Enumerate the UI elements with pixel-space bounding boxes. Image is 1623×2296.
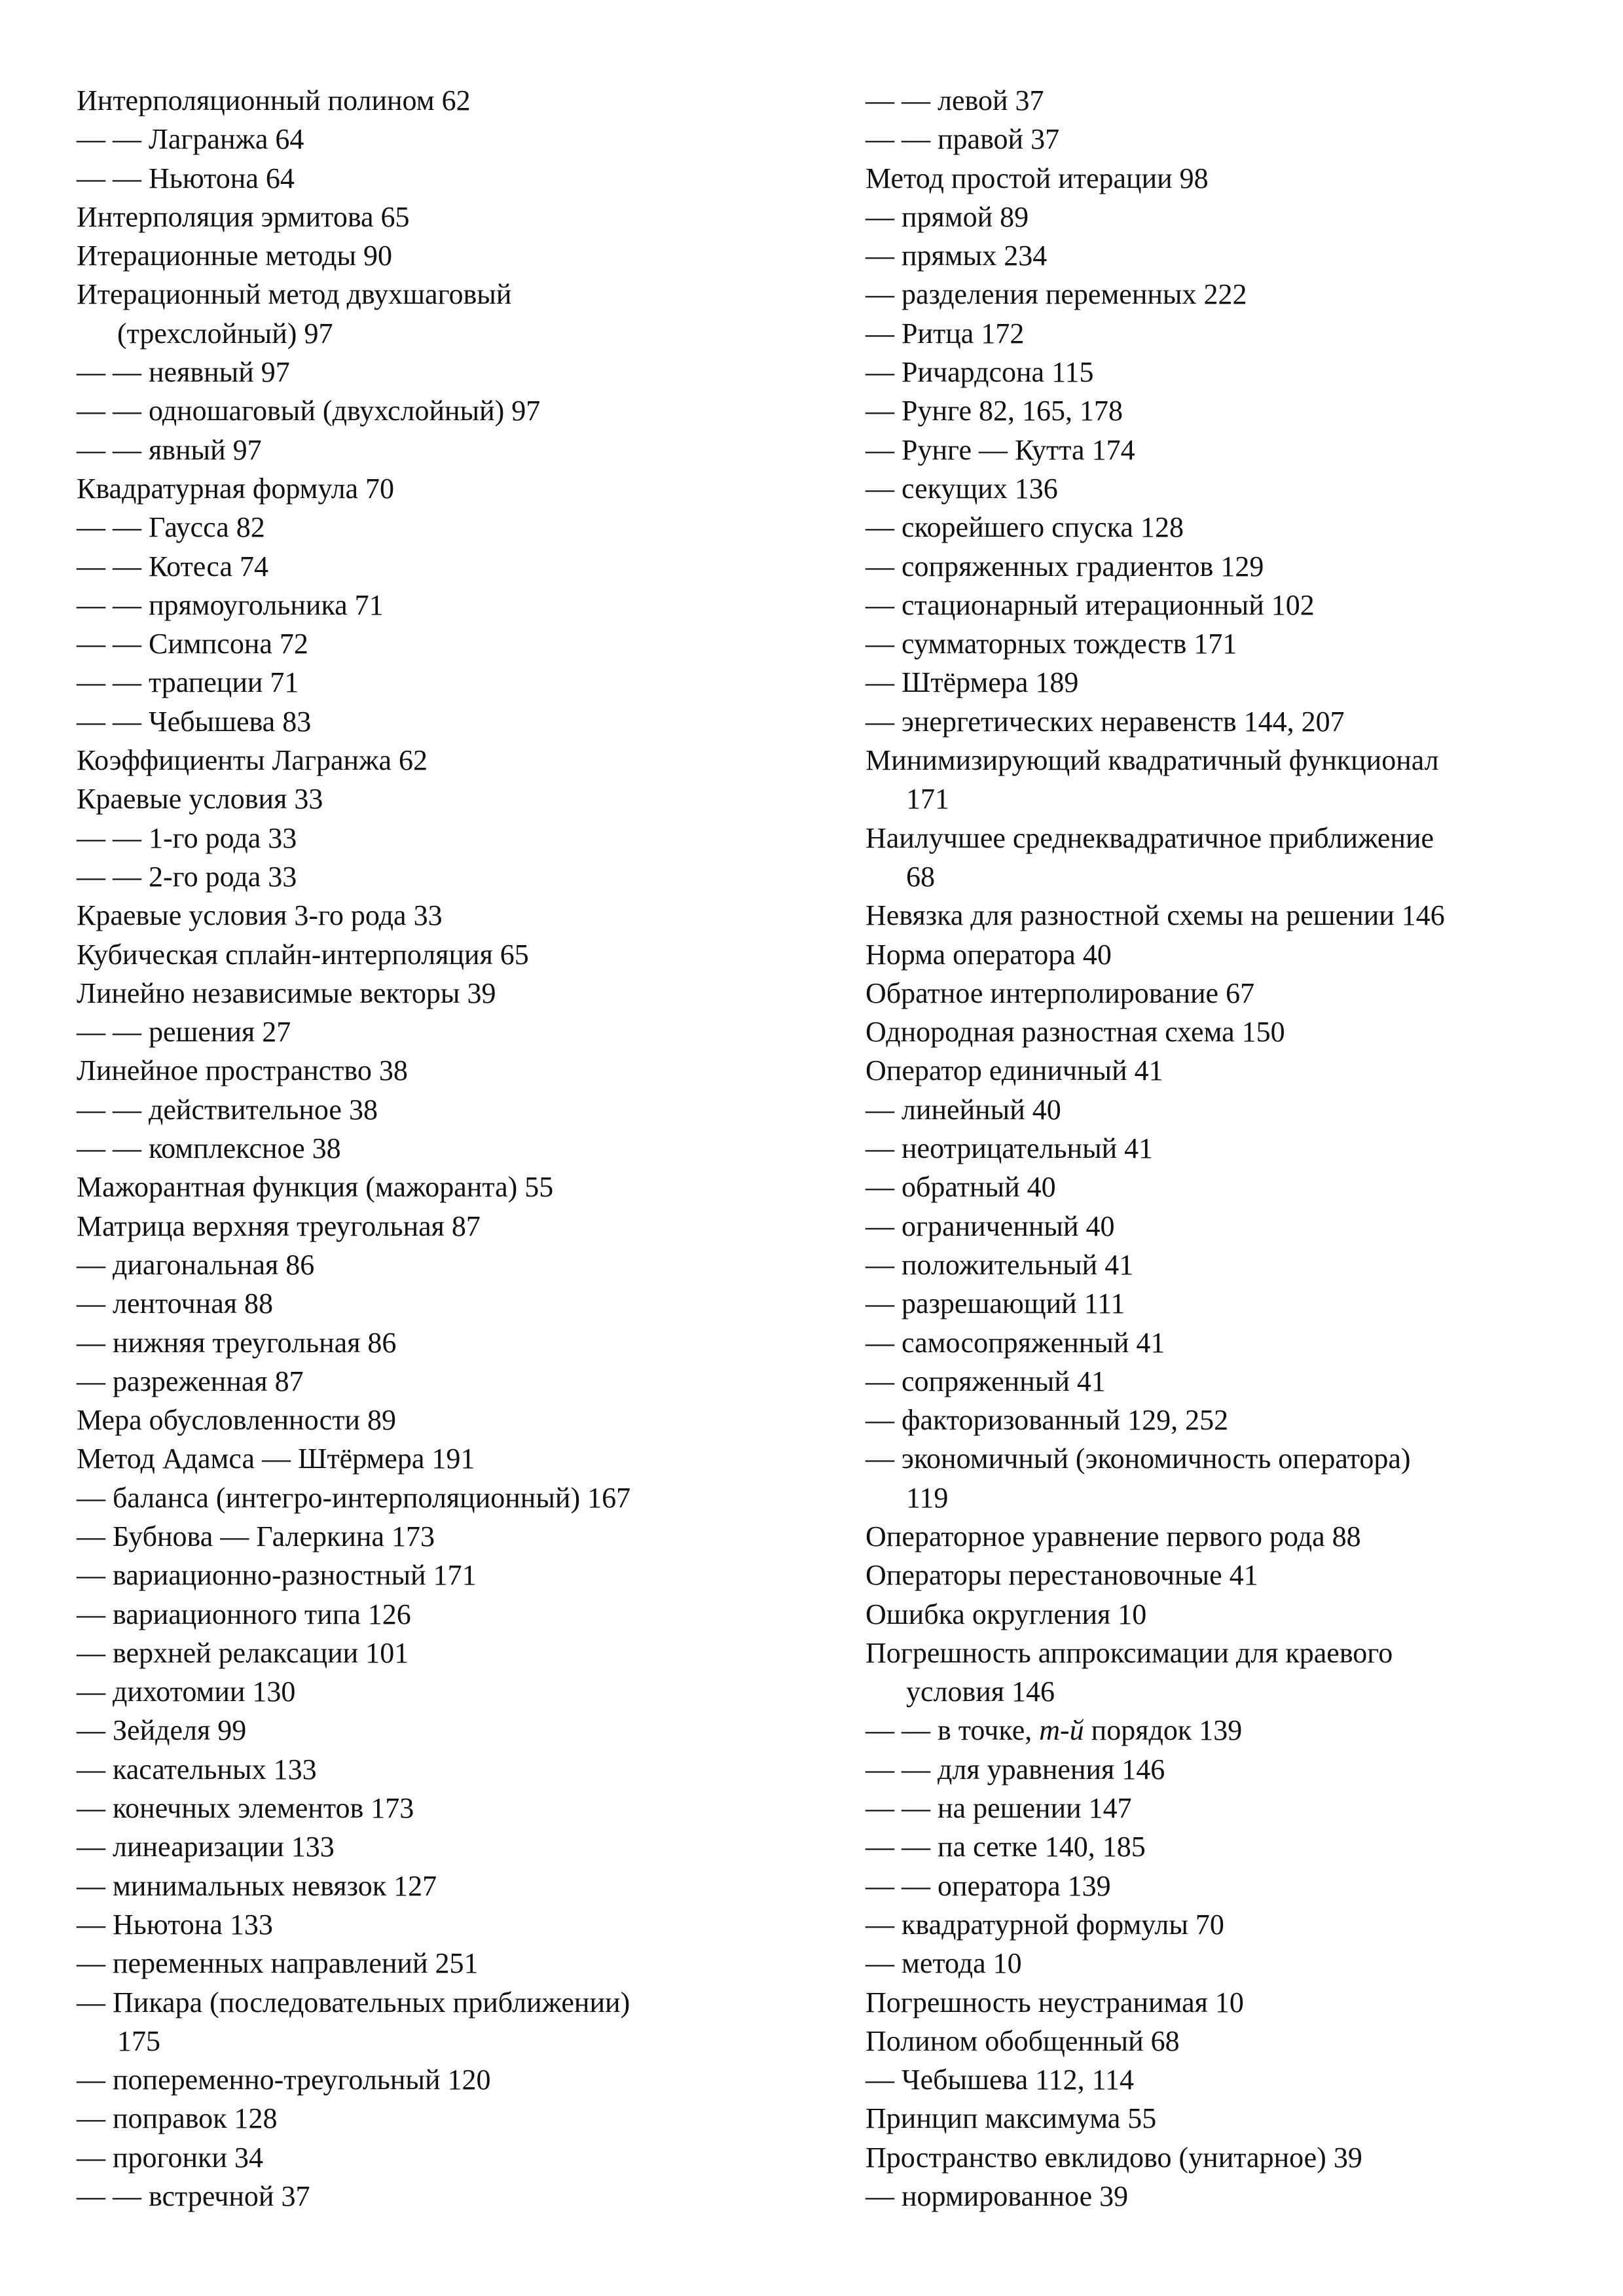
left-index-entry: Интерполяция эрмитова 65 <box>77 200 410 233</box>
left-index-entry: Кубическая сплайн-интерполяция 65 <box>77 938 529 971</box>
left-index-entry: — — действительное 38 <box>77 1093 378 1126</box>
right-index-entry: — неотрицательный 41 <box>866 1132 1154 1165</box>
right-index-entry: — линейный 40 <box>866 1093 1061 1126</box>
right-index-entry: — секущих 136 <box>866 472 1058 505</box>
left-index-entry: — — Ньютона 64 <box>77 162 295 194</box>
right-index-entry: — — оператора 139 <box>866 1869 1111 1902</box>
left-index-entry: Мера обусловленности 89 <box>77 1404 396 1437</box>
right-index-entry: — — на решении 147 <box>866 1792 1132 1825</box>
left-index-entry: — разреженная 87 <box>77 1365 304 1397</box>
left-index-entry: — вариационно-разностный 171 <box>77 1559 477 1592</box>
right-index-entry: условия 146 <box>906 1676 1055 1708</box>
right-index-entry: Обратное интерполирование 67 <box>866 977 1255 1009</box>
left-index-entry: — — Симпсона 72 <box>77 628 308 660</box>
right-index-entry: — Рунге — Кутта 174 <box>866 433 1135 466</box>
right-index-entry: — стационарный итерационный 102 <box>866 588 1315 621</box>
left-index-entry: Коэффициенты Лагранжа 62 <box>77 744 428 777</box>
left-index-entry: Краевые условия 33 <box>77 783 323 816</box>
right-index-entry: 119 <box>906 1481 949 1514</box>
left-index-entry: — баланса (интегро-интерполяционный) 167 <box>77 1481 631 1514</box>
right-index-entry: Принцип максимума 55 <box>866 2102 1157 2135</box>
left-index-entry: — — неявный 97 <box>77 356 290 389</box>
right-index-entry: — нормированное 39 <box>866 2180 1129 2213</box>
right-index-entry: — энергетических неравенств 144, 207 <box>866 705 1345 738</box>
right-index-entry: Ошибка округления 10 <box>866 1598 1147 1630</box>
right-index-entry: — сопряженных градиентов 129 <box>866 550 1264 583</box>
right-index-entry: Оператор единичный 41 <box>866 1054 1163 1087</box>
left-index-entry: — — решения 27 <box>77 1016 291 1049</box>
right-index-entry: — квадратурной формулы 70 <box>866 1908 1224 1941</box>
left-index-entry: — ленточная 88 <box>77 1287 273 1320</box>
entry-italic-text: m-й <box>1039 1714 1084 1747</box>
left-index-entry: Итерационный метод двухшаговый <box>77 278 512 311</box>
right-index-entry: — прямой 89 <box>866 200 1029 233</box>
left-index-entry: — Бубнова — Галеркина 173 <box>77 1520 435 1552</box>
left-index-entry: — Ньютона 133 <box>77 1908 273 1941</box>
right-index-entry: — Штёрмера 189 <box>866 666 1079 699</box>
left-index-entry: — — прямоугольника 71 <box>77 588 384 621</box>
left-index-entry: — касательных 133 <box>77 1753 317 1785</box>
left-index-entry: Метод Адамса — Штёрмера 191 <box>77 1443 475 1475</box>
left-index-entry: (трехслойный) 97 <box>117 317 333 350</box>
left-index-entry: — — Котеса 74 <box>77 550 269 583</box>
right-index-entry: — сопряженный 41 <box>866 1365 1106 1397</box>
left-index-entry: — попеременно-треугольный 120 <box>77 2064 491 2096</box>
right-index-entry: Норма оператора 40 <box>866 938 1112 971</box>
left-index-entry: Итерационные методы 90 <box>77 240 393 272</box>
right-index-entry: — — для уравнения 146 <box>866 1753 1165 1785</box>
right-index-entry: — ограниченный 40 <box>866 1210 1115 1242</box>
left-index-entry: — — Гаусса 82 <box>77 511 265 544</box>
left-index-entry: — — 2-го рода 33 <box>77 860 297 893</box>
left-index-entry: — нижняя треугольная 86 <box>77 1326 397 1359</box>
right-index-entry: — обратный 40 <box>866 1171 1056 1204</box>
left-index-entry: — — одношаговый (двухслойный) 97 <box>77 395 541 427</box>
left-index-entry: — конечных элементов 173 <box>77 1792 414 1825</box>
entry-text-before: — — в точке, <box>866 1714 1040 1747</box>
right-index-entry: Операторы перестановочные 41 <box>866 1559 1258 1592</box>
left-index-entry: Квадратурная формула 70 <box>77 472 395 505</box>
right-index-entry: Операторное уравнение первого рода 88 <box>866 1520 1361 1552</box>
right-index-entry <box>866 1711 1586 1749</box>
left-index-entry: 175 <box>117 2024 160 2057</box>
left-index-entry: — — Чебышева 83 <box>77 705 312 738</box>
right-index-entry: — Ричардсона 115 <box>866 356 1094 389</box>
right-index-entry: — разрешающий 111 <box>866 1287 1125 1320</box>
left-index-entry: Мажорантная функция (мажоранта) 55 <box>77 1171 554 1204</box>
left-index-entry: — верхней релаксации 101 <box>77 1636 409 1669</box>
right-index-entry: — сумматорных тождеств 171 <box>866 628 1237 660</box>
left-index-entry: — — 1-го рода 33 <box>77 821 297 854</box>
right-index-entry: Погрешность аппроксимации для краевого <box>866 1636 1393 1669</box>
right-index-entry: — — левой 37 <box>866 84 1044 117</box>
left-index-entry: — переменных направлений 251 <box>77 1947 479 1980</box>
left-index-entry: — поправок 128 <box>77 2102 278 2135</box>
left-index-entry: — — встречной 37 <box>77 2180 310 2213</box>
right-index-entry: Однородная разностная схема 150 <box>866 1016 1285 1049</box>
left-index-entry: — Пикара (последовательных приближении) <box>77 1986 630 2018</box>
right-index-entry: Наилучшее среднеквадратичное приближение <box>866 821 1434 854</box>
left-index-entry: — — Лагранжа 64 <box>77 123 304 156</box>
entry-text-after: порядок 139 <box>1084 1714 1243 1747</box>
left-index-entry: Линейное пространство 38 <box>77 1054 408 1087</box>
left-index-entry: Интерполяционный полином 62 <box>77 84 471 117</box>
left-index-entry: — — комплексное 38 <box>77 1132 341 1165</box>
right-index-entry: Минимизирующий квадратичный функционал <box>866 744 1439 777</box>
right-index-entry: — положительный 41 <box>866 1248 1134 1281</box>
right-index-entry: — метода 10 <box>866 1947 1022 1980</box>
right-index-entry: Невязка для разностной схемы на решении 146 <box>866 899 1445 932</box>
left-index-entry: Матрица верхняя треугольная 87 <box>77 1210 481 1242</box>
left-index-entry: — линеаризации 133 <box>77 1831 335 1863</box>
right-index-entry: — скорейшего спуска 128 <box>866 511 1184 544</box>
left-index-entry: — вариационного типа 126 <box>77 1598 411 1630</box>
right-index-entry: — Рунге 82, 165, 178 <box>866 395 1123 427</box>
left-index-entry: — — трапеции 71 <box>77 666 299 699</box>
left-index-entry: — минимальных невязок 127 <box>77 1869 437 1902</box>
right-index-entry: — самосопряженный 41 <box>866 1326 1165 1359</box>
right-index-entry: — — па сетке 140, 185 <box>866 1831 1146 1863</box>
left-index-entry: Линейно независимые векторы 39 <box>77 977 496 1009</box>
right-index-entry: — экономичный (экономичность оператора) <box>866 1443 1411 1475</box>
left-index-entry: — — явный 97 <box>77 433 262 466</box>
right-index-entry: 171 <box>906 783 949 816</box>
right-index-entry: — факторизованный 129, 252 <box>866 1404 1229 1437</box>
right-index-entry: 68 <box>906 860 935 893</box>
right-index-entry: Метод простой итерации 98 <box>866 162 1209 194</box>
right-index-entry: — Ритца 172 <box>866 317 1025 350</box>
right-index-entry: — — правой 37 <box>866 123 1060 156</box>
index-left-column <box>77 81 830 2215</box>
left-index-entry: — дихотомии 130 <box>77 1676 296 1708</box>
left-index-entry: Краевые условия 3-го рода 33 <box>77 899 443 932</box>
right-index-entry: Погрешность неустранимая 10 <box>866 1986 1244 2018</box>
right-index-entry: — прямых 234 <box>866 240 1048 272</box>
index-right-column <box>866 81 1586 2215</box>
right-index-entry: Пространство евклидово (унитарное) 39 <box>866 2141 1362 2174</box>
left-index-entry: — прогонки 34 <box>77 2141 263 2174</box>
left-index-entry: — Зейделя 99 <box>77 1714 247 1747</box>
right-index-entry: — разделения переменных 222 <box>866 278 1247 311</box>
left-index-entry: — диагональная 86 <box>77 1248 315 1281</box>
right-index-entry: Полином обобщенный 68 <box>866 2024 1180 2057</box>
right-index-entry: — Чебышева 112, 114 <box>866 2064 1134 2096</box>
